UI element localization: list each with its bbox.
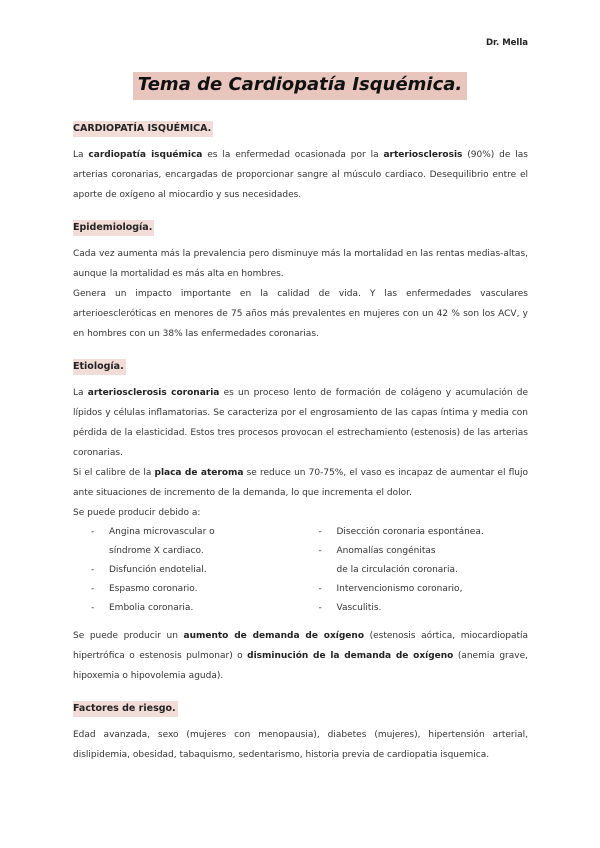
- list-item-continuation: de la circulación coronaria.: [336, 565, 458, 575]
- list-item: [301, 523, 529, 542]
- list-item: [301, 599, 529, 618]
- heading-factores: Factores de riesgo.: [73, 701, 178, 717]
- list-item: [73, 599, 301, 618]
- paragraph-epidemiologia-1: Cada vez aumenta más la prevalencia pero disminuye más la mortalidad en las rentas medias-altas, aunque la mortalidad es más alta en hombres.: [73, 249, 528, 279]
- bullet-dash: -: [318, 603, 322, 613]
- bold-term: cardiopatía isquémica: [88, 150, 203, 160]
- causes-list-left: [73, 523, 301, 618]
- text-run: (anemia grave, hipoxemia o hipovolemia aguda).: [73, 651, 528, 681]
- text-run: se reduce un 70-75%, el vaso es incapaz de aumentar el flujo ante situaciones de incremento de la demanda, lo que incrementa el dolor.: [73, 468, 529, 498]
- heading-etiologia: Etiología.: [73, 359, 126, 375]
- bullet-dash: -: [318, 584, 322, 594]
- bold-term: placa de ateroma: [154, 468, 244, 478]
- list-item: [73, 561, 301, 580]
- document-body: [73, 116, 528, 765]
- bold-term: arteriosclerosis coronaria: [87, 388, 220, 398]
- paragraph-definicion: [73, 145, 528, 205]
- bullet-dash: -: [318, 546, 322, 556]
- document-title: Tema de Cardiopatía Isquémica.: [133, 72, 467, 100]
- paragraph-etiologia-3: Se puede producir debido a:: [73, 508, 201, 518]
- text-run: La: [73, 388, 88, 398]
- bullet-dash: -: [91, 603, 95, 613]
- list-item-text: Disección coronaria espontánea.: [336, 527, 484, 537]
- bullet-dash: -: [91, 527, 95, 537]
- causes-list: [73, 523, 528, 618]
- text-run: es la enfermedad ocasionada por la: [202, 150, 384, 160]
- list-item-text: Angina microvascular o: [109, 527, 215, 537]
- list-item-text: Embolia coronaria.: [109, 603, 194, 613]
- title-wrap: [0, 72, 600, 100]
- text-run: (estenosis aórtica, miocardiopatía hipertrófica o estenosis pulmonar) o: [73, 631, 529, 661]
- paragraph-factores: Edad avanzada, sexo (mujeres con menopausia), diabetes (mujeres), hipertensión arterial, dislipidemia, obesidad, tabaquismo, sedentarismo, historia previa de cardiopatia isquemica.: [73, 730, 528, 760]
- paragraph-etiologia-1: [73, 383, 528, 463]
- author-label: Dr. Mella: [485, 38, 528, 48]
- text-run: (90%) de las arterias coronarias, encargadas de proporcionar sangre al músculo cardiaco. Desequilibrio entre el aporte de oxígeno al miocardio y sus necesidades.: [73, 150, 528, 200]
- list-item-continuation: síndrome X cardiaco.: [109, 546, 204, 556]
- causes-list-right: [301, 523, 529, 618]
- bold-term: arteriosclerosis: [383, 150, 463, 160]
- bold-term: aumento de demanda de oxígeno: [183, 631, 365, 641]
- list-item-text: Intervencionismo coronario,: [336, 584, 463, 594]
- list-item: [301, 542, 529, 561]
- list-item-text: Vasculitis.: [336, 603, 382, 613]
- list-item-text: Espasmo coronario.: [109, 584, 198, 594]
- list-item-text: Anomalías congénitas: [336, 546, 436, 556]
- list-item: [73, 580, 301, 599]
- bullet-dash: -: [318, 527, 322, 537]
- paragraph-epidemiologia-2: Genera un impacto importante en la calidad de vida. Y las enfermedades vasculares arterioescleróticas en menores de 75 años más prevalentes en mujeres con un 42 % son los ACV, y en hombres con un 38% las enfermedades coronarias.: [73, 289, 528, 339]
- text-run: La: [73, 150, 89, 160]
- list-item-text: Disfunción endotelial.: [109, 565, 207, 575]
- bold-term: disminución de la demanda de oxígeno: [247, 651, 454, 661]
- bullet-dash: -: [91, 565, 95, 575]
- heading-cardiopatia: CARDIOPATÍA ISQUÉMICA.: [73, 121, 213, 137]
- list-item: [301, 580, 529, 599]
- heading-epidemiologia: Epidemiología.: [73, 220, 154, 236]
- bullet-dash: -: [91, 584, 95, 594]
- text-run: Se puede producir un: [73, 631, 184, 641]
- list-item: [73, 523, 301, 542]
- text-run: es un proceso lento de formación de colágeno y acumulación de lípidos y células inflamatorias. Se caracteriza por el engrosamiento de las capas íntima y media con pérdida de la elasticidad. Estos tres procesos provocan el estrechamiento (estenosis) de las arterias coronarias.: [73, 388, 529, 458]
- text-run: Si el calibre de la: [73, 468, 155, 478]
- paragraph-etiologia-4: [73, 626, 528, 686]
- paragraph-etiologia-2: [73, 463, 528, 503]
